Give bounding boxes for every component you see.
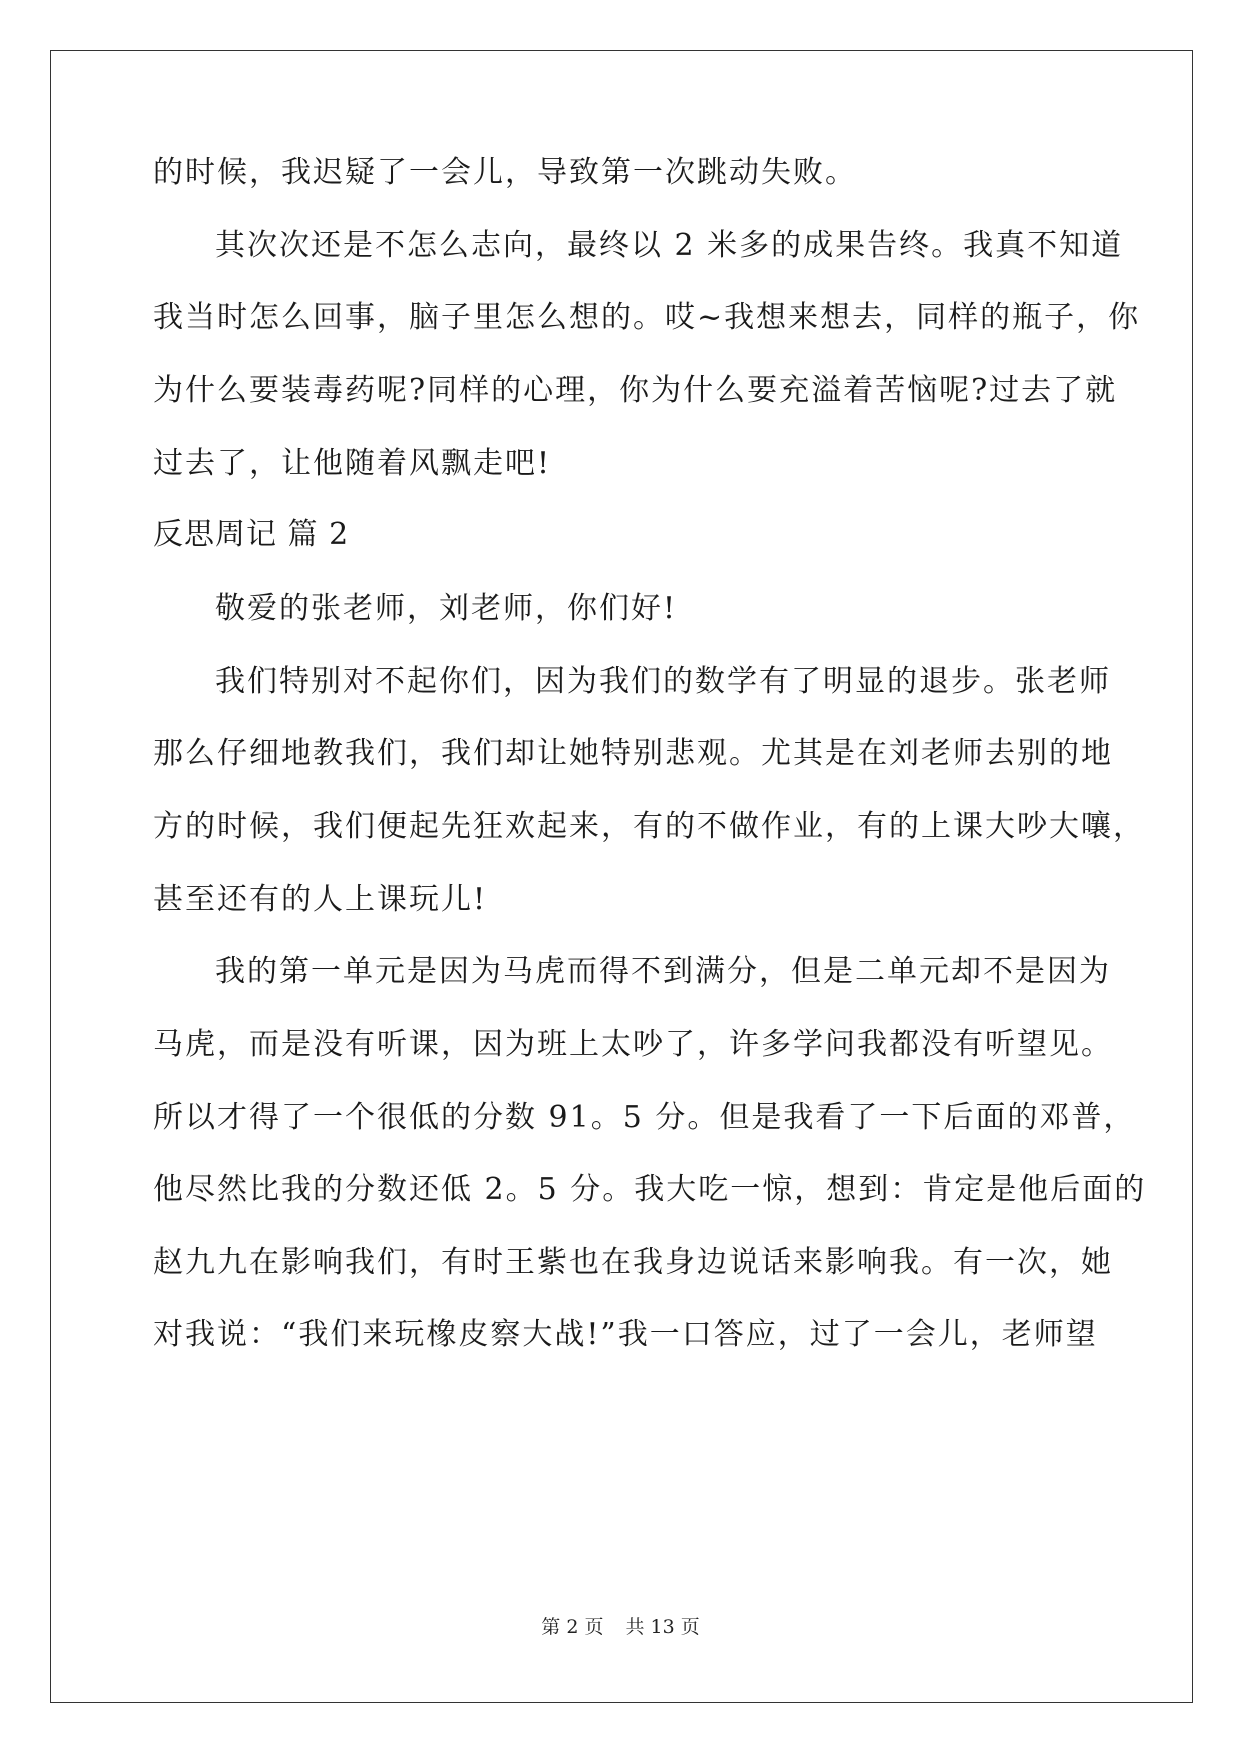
body-line: 方的时候，我们便起先狂欢起来，有的不做作业，有的上课大吵大嚷， — [153, 809, 1145, 844]
page-total: 共 13 页 — [625, 1616, 700, 1638]
body-line: 马虎，而是没有听课，因为班上太吵了，许多学问我都没有听望见。 — [153, 1027, 1113, 1062]
body-line: 他尽然比我的分数还低 2。5 分。我大吃一惊，想到：肯定是他后面的 — [153, 1172, 1147, 1207]
salutation-line: 敬爱的张老师，刘老师，你们好! — [215, 591, 678, 626]
paragraph-first-line: 其次次还是不怎么志向，最终以 2 米多的成果告终。我真不知道 — [215, 228, 1124, 263]
body-line: 那么仔细地教我们，我们却让她特别悲观。尤其是在刘老师去别的地 — [153, 736, 1113, 771]
body-line: 为什么要装毒药呢?同样的心理，你为什么要充溢着苦恼呢?过去了就 — [153, 373, 1118, 408]
page-footer — [0, 1615, 1241, 1639]
body-line: 我当时怎么回事，脑子里怎么想的。哎~我想来想去，同样的瓶子，你 — [153, 300, 1141, 335]
body-line: 甚至还有的人上课玩儿! — [153, 882, 488, 917]
page-number: 第 2 页 — [541, 1616, 604, 1638]
body-line: 过去了，让他随着风飘走吧! — [153, 446, 552, 481]
body-line: 的时候，我迟疑了一会儿，导致第一次跳动失败。 — [153, 155, 857, 190]
body-line: 赵九九在影响我们，有时王紫也在我身边说话来影响我。有一次，她 — [153, 1245, 1113, 1280]
paragraph-first-line: 我的第一单元是因为马虎而得不到满分，但是二单元却不是因为 — [215, 954, 1111, 989]
paragraph-first-line: 我们特别对不起你们，因为我们的数学有了明显的退步。张老师 — [215, 664, 1111, 699]
section-heading: 反思周记 篇 2 — [153, 517, 350, 552]
body-line: 所以才得了一个很低的分数 91。5 分。但是我看了一下后面的邓普， — [153, 1100, 1136, 1135]
body-line: 对我说：“我们来玩橡皮察大战!”我一口答应，过了一会儿，老师望 — [153, 1317, 1098, 1352]
